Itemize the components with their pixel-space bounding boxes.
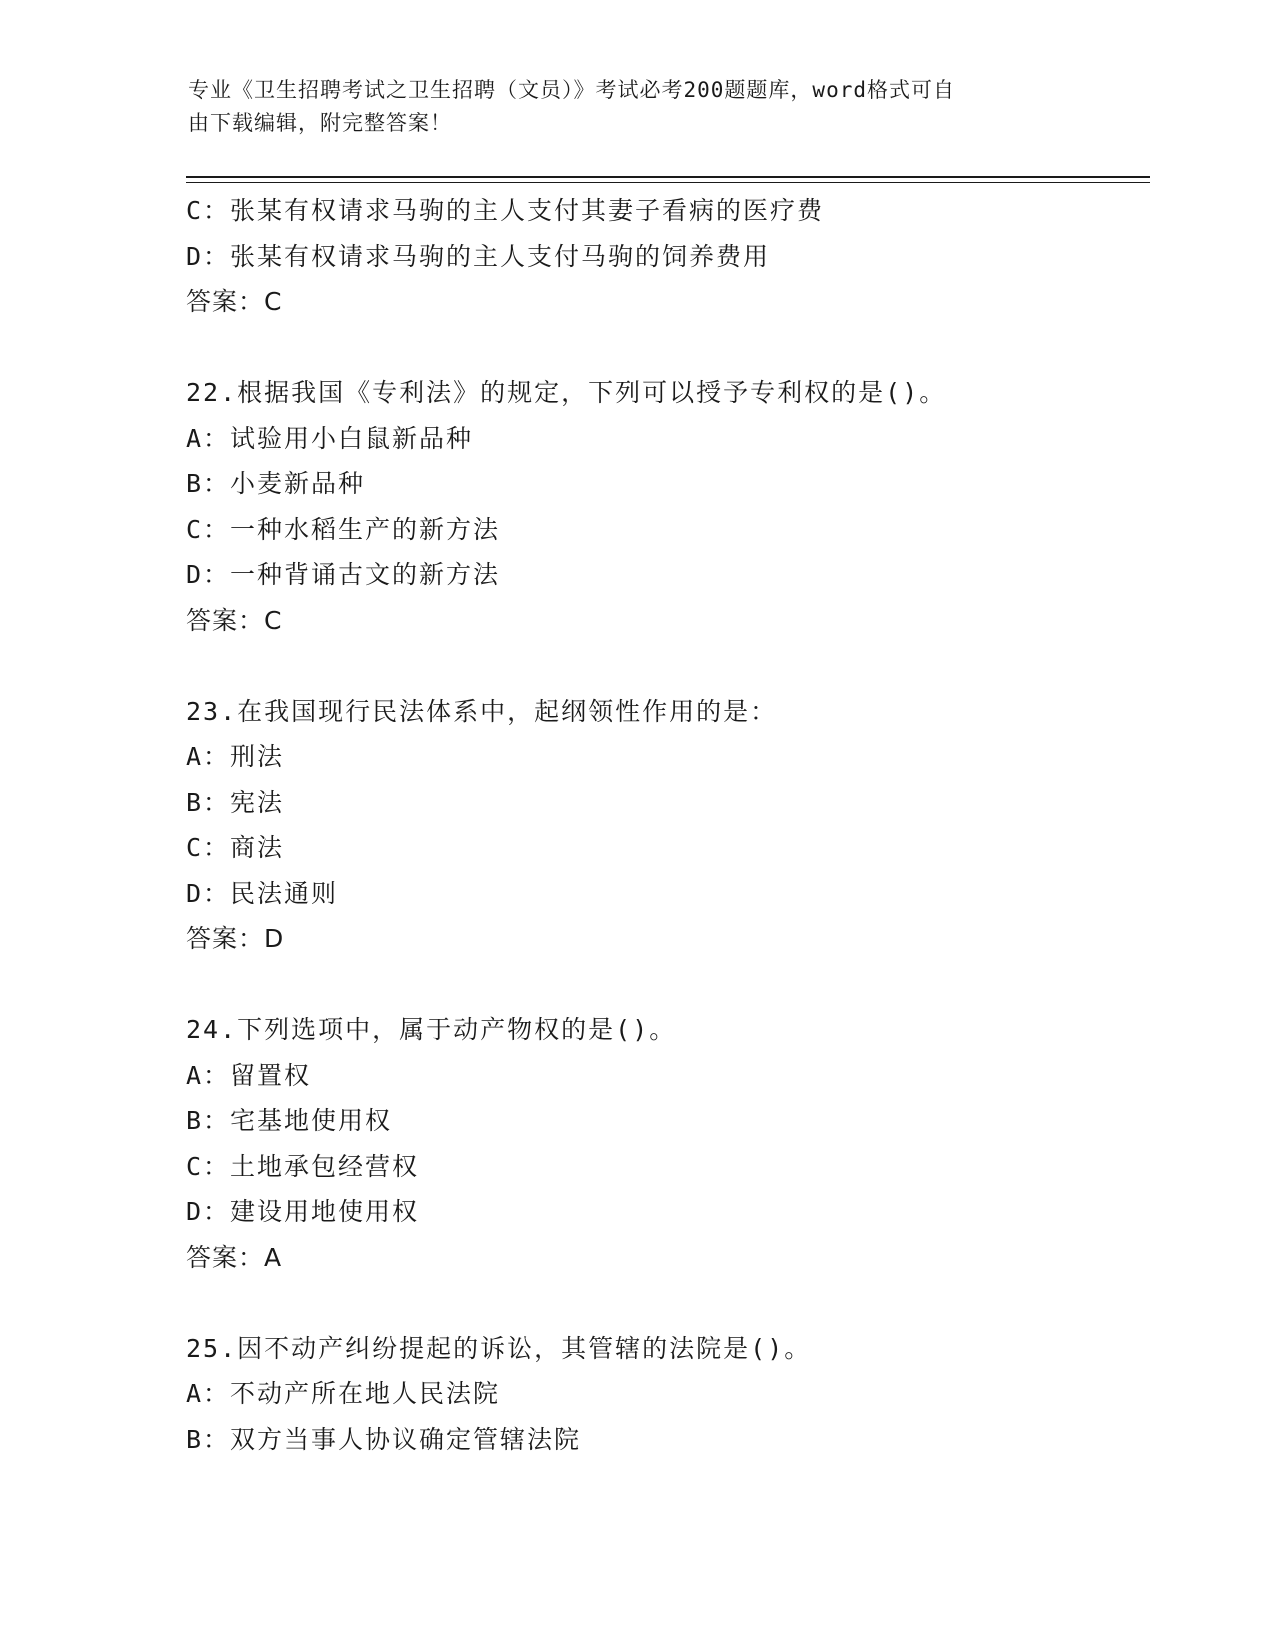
option-b: B：双方当事人协议确定管辖法院 <box>186 1424 582 1454</box>
option-a: A：留置权 <box>186 1060 312 1090</box>
option-b: B：宅基地使用权 <box>186 1106 393 1135</box>
header-divider-thin <box>186 182 1150 183</box>
answer-line: 答案：C <box>186 287 283 316</box>
option-b: B：宪法 <box>186 787 285 817</box>
question-23 <box>186 689 1150 962</box>
question-text: 24.下列选项中，属于动产物权的是()。 <box>186 1015 677 1044</box>
spacer <box>186 962 1150 1008</box>
option-a: A：刑法 <box>186 742 285 771</box>
spacer <box>186 643 1150 689</box>
question-text: 25.因不动产纠纷提起的诉讼，其管辖的法院是()。 <box>186 1333 812 1363</box>
option-d: D：建设用地使用权 <box>186 1197 420 1226</box>
header-line-1: 专业《卫生招聘考试之卫生招聘（文员）》考试必考200题题库，word格式可自 <box>188 78 955 102</box>
option-c: C：张某有权请求马驹的主人支付其妻子看病的医疗费 <box>186 196 825 225</box>
header-line-2: 由下载编辑，附完整答案！ <box>188 111 452 135</box>
question-text: 22.根据我国《专利法》的规定，下列可以授予专利权的是()。 <box>186 378 947 407</box>
spacer <box>186 1280 1150 1326</box>
spacer <box>186 325 1150 371</box>
question-25 <box>186 1326 1150 1463</box>
option-b: B：小麦新品种 <box>186 469 366 498</box>
question-21-fragment <box>186 188 1150 325</box>
question-list <box>186 188 1150 1462</box>
question-22 <box>186 370 1150 643</box>
option-c: C：一种水稻生产的新方法 <box>186 514 501 544</box>
option-c: C：商法 <box>186 833 285 862</box>
header-divider-thick <box>186 176 1150 178</box>
option-d: D：民法通则 <box>186 878 339 908</box>
answer-line: 答案：D <box>186 924 285 953</box>
question-24 <box>186 1007 1150 1280</box>
option-a: A：试验用小白鼠新品种 <box>186 423 474 453</box>
option-c: C：土地承包经营权 <box>186 1151 420 1181</box>
answer-line: 答案：A <box>186 1242 283 1272</box>
question-text: 23.在我国现行民法体系中，起纲领性作用的是： <box>186 696 778 726</box>
document-header <box>188 74 1068 140</box>
option-d: D：张某有权请求马驹的主人支付马驹的饲养费用 <box>186 241 771 271</box>
option-a: A：不动产所在地人民法院 <box>186 1379 501 1408</box>
option-d: D：一种背诵古文的新方法 <box>186 560 501 589</box>
answer-line: 答案：C <box>186 605 283 635</box>
